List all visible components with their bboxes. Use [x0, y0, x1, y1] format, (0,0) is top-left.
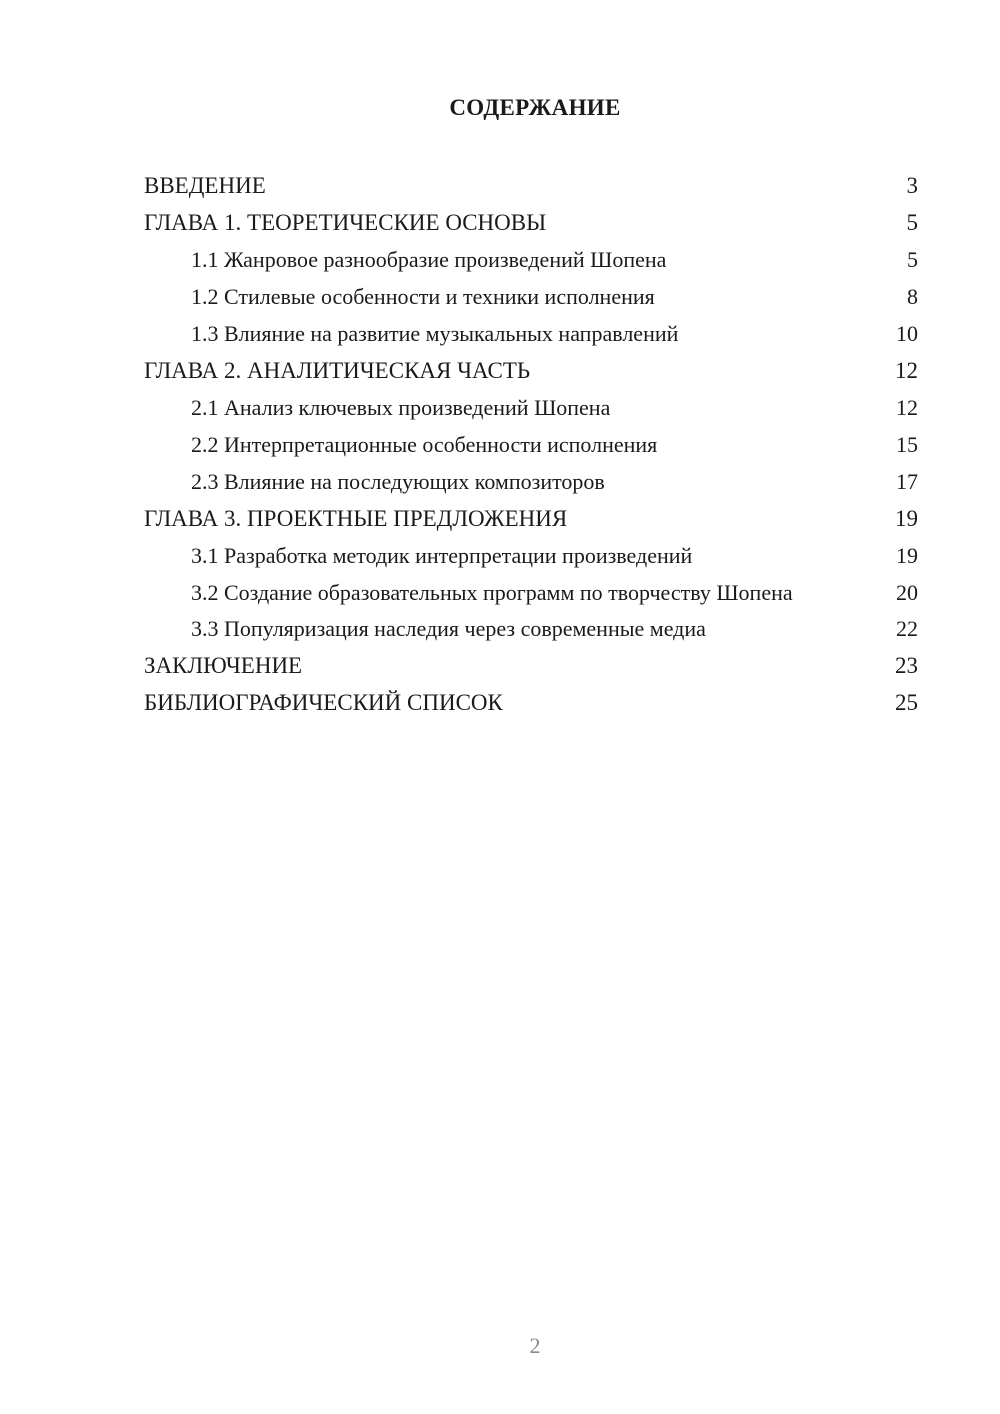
toc-entry-label: 1.2 Стилевые особенности и техники исполнения — [191, 284, 655, 309]
toc-entry-label: 2.1 Анализ ключевых произведений Шопена — [191, 395, 611, 420]
toc-entry-page: 19 — [896, 543, 918, 568]
toc-entry-page: 10 — [896, 321, 918, 346]
toc-entry-label: 1.3 Влияние на развитие музыкальных направлений — [191, 321, 679, 346]
toc-entry-page: 20 — [896, 580, 918, 605]
toc-subentry — [144, 278, 918, 315]
toc-subentry — [144, 574, 918, 610]
toc-entry — [144, 167, 918, 204]
toc-entry-page: 8 — [907, 284, 918, 309]
toc-entry-page: 19 — [895, 506, 918, 531]
toc-entry-label: 2.2 Интерпретационные особенности исполнения — [191, 432, 658, 457]
toc-entry-page: 12 — [895, 358, 918, 383]
toc-entry-label: ЗАКЛЮЧЕНИЕ — [144, 653, 303, 678]
toc-subentry — [144, 426, 918, 463]
toc-entry-label: ГЛАВА 3. ПРОЕКТНЫЕ ПРЕДЛОЖЕНИЯ — [144, 506, 568, 531]
toc-entry-label: 3.1 Разработка методик интерпретации произведений — [191, 543, 693, 568]
toc-entry — [144, 647, 918, 684]
toc-entry-page: 25 — [895, 690, 918, 715]
table-of-contents — [144, 167, 918, 721]
toc-entry-label: 3.2 Создание образовательных программ по творчеству Шопена — [191, 580, 793, 605]
toc-entry-page: 12 — [896, 395, 918, 420]
toc-entry — [144, 500, 918, 537]
toc-subentry — [144, 315, 918, 352]
toc-entry-page: 5 — [906, 210, 918, 235]
toc-entry-label: ВВЕДЕНИЕ — [144, 173, 266, 198]
toc-entry-page: 15 — [896, 432, 918, 457]
toc-entry-page: 3 — [906, 173, 918, 198]
toc-entry-label: 3.3 Популяризация наследия через современные медиа — [191, 616, 706, 641]
toc-entry-label: ГЛАВА 1. ТЕОРЕТИЧЕСКИЕ ОСНОВЫ — [144, 210, 547, 235]
toc-subentry — [144, 389, 918, 426]
toc-subentry — [144, 537, 918, 574]
toc-entry — [144, 352, 918, 389]
toc-subentry — [144, 463, 918, 500]
toc-subentry — [144, 610, 918, 647]
toc-entry — [144, 204, 918, 241]
toc-entry — [144, 684, 918, 721]
toc-entry-page: 17 — [896, 469, 918, 494]
toc-entry-label: 1.1 Жанровое разнообразие произведений Шопена — [191, 247, 667, 272]
toc-entry-label: 2.3 Влияние на последующих композиторов — [191, 469, 605, 494]
page-title: СОДЕРЖАНИЕ — [449, 95, 621, 120]
toc-entry-page: 23 — [895, 653, 918, 678]
page-number: 2 — [529, 1333, 541, 1358]
toc-entry-label: ГЛАВА 2. АНАЛИТИЧЕСКАЯ ЧАСТЬ — [144, 358, 531, 383]
toc-entry-label: БИБЛИОГРАФИЧЕСКИЙ СПИСОК — [144, 690, 503, 715]
toc-entry-page: 5 — [907, 247, 918, 272]
toc-entry-page: 22 — [896, 616, 918, 641]
toc-subentry — [144, 241, 918, 278]
